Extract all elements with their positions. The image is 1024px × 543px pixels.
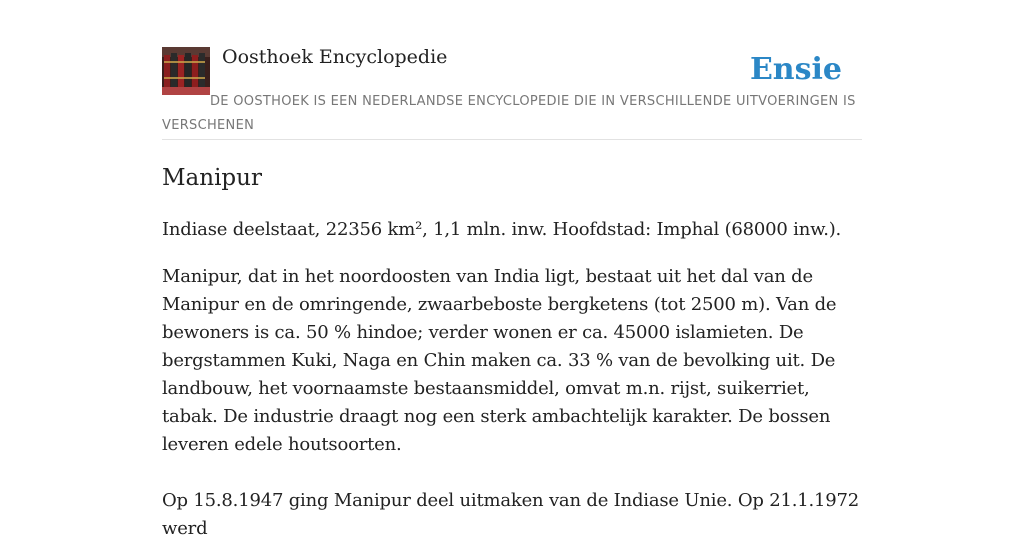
- header-divider: [162, 139, 862, 140]
- article: [162, 162, 862, 543]
- article-paragraph: Manipur, dat in het noordoosten van India ligt, bestaat uit het dal van de Manipur en de omringende, zwaarbeboste bergketens (tot 2500 m). Van de bewoners is ca. 50 % hindoe; verder wonen er ca. 45000 islamieten. De bergstammen Kuki, Naga en Chin maken ca. 33 % van de bevolking uit. De landbouw, het voornaamste bestaansmiddel, omvat m.n. rijst, suikerriet, tabak. De industrie draagt nog een sterk ambachtelijk karakter. De bossen leveren edele houtsoorten.: [162, 266, 837, 455]
- article-title: Manipur: [162, 165, 262, 191]
- article-paragraph: Op 15.8.1947 ging Manipur deel uitmaken van de Indiase Unie. Op 21.1.1972 werd: [162, 490, 860, 539]
- site-title-link[interactable]: Oosthoek Encyclopedie: [222, 46, 448, 68]
- ensie-logo-link[interactable]: Ensie: [749, 52, 842, 87]
- encyclopedia-books-icon[interactable]: [162, 47, 210, 95]
- article-paragraph: Indiase deelstaat, 22356 km², 1,1 mln. inw. Hoofdstad: Imphal (68000 inw.).: [162, 219, 842, 240]
- site-tagline: DE OOSTHOEK IS EEN NEDERLANDSE ENCYCLOPEDIE DIE IN VERSCHILLENDE UITVOERINGEN IS VERSCHENEN: [162, 94, 856, 133]
- site-header: [162, 0, 862, 140]
